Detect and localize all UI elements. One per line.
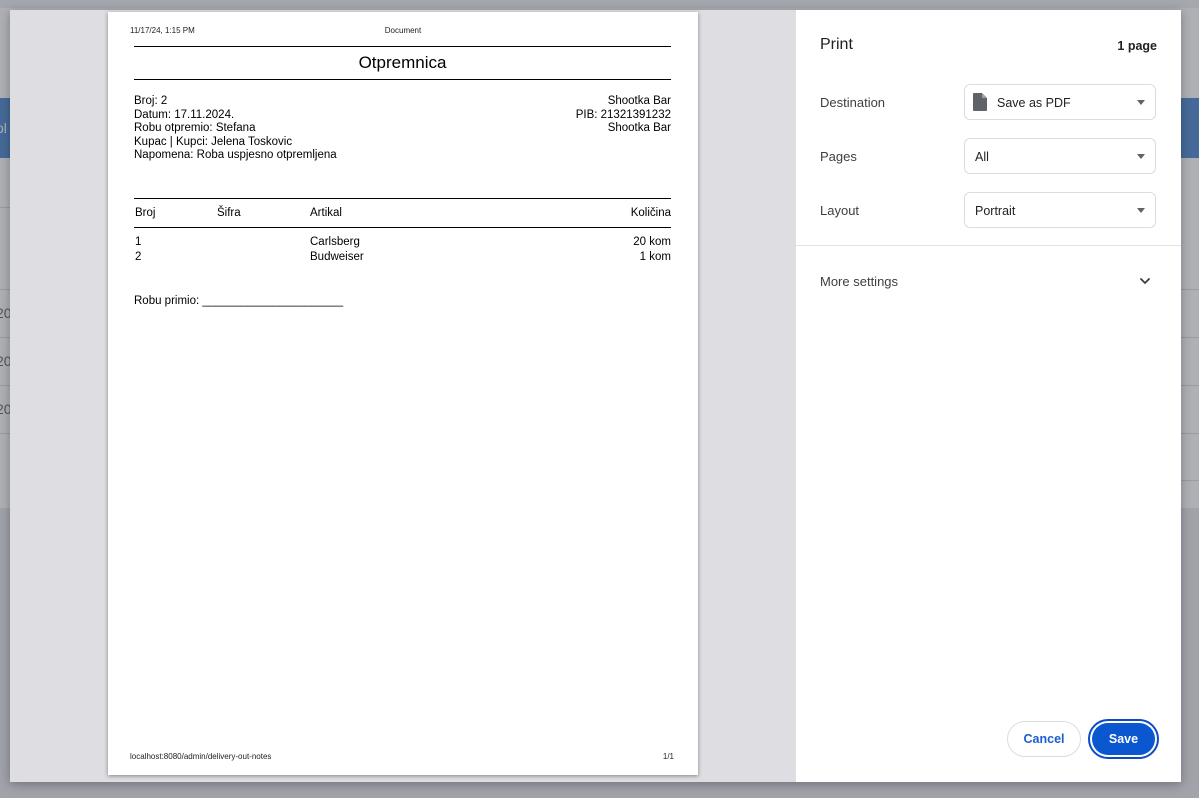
settings-divider xyxy=(796,245,1181,246)
info-shipped-by: Robu otpremio: Stefana xyxy=(134,122,256,135)
layout-value: Portrait xyxy=(975,204,1016,218)
page-header-title: Document xyxy=(384,26,422,35)
save-button-label: Save xyxy=(1092,723,1155,755)
table-cell: 1 kom xyxy=(639,251,671,263)
column-header: Artikal xyxy=(310,207,342,219)
company-name: Shootka Bar xyxy=(607,95,671,107)
chevron-down-icon xyxy=(1137,208,1145,213)
destination-value: Save as PDF xyxy=(997,96,1071,110)
cancel-button[interactable]: Cancel xyxy=(1007,721,1081,757)
layout-select[interactable] xyxy=(964,192,1156,228)
column-header: Količina xyxy=(630,207,671,219)
print-dialog xyxy=(10,10,1181,782)
chevron-down-icon xyxy=(1137,154,1145,159)
company-name-2: Shootka Bar xyxy=(607,122,671,135)
pages-label: Pages xyxy=(820,149,857,164)
file-icon xyxy=(973,93,987,111)
info-number: Broj: 2 xyxy=(134,95,168,107)
destination-label: Destination xyxy=(820,95,886,110)
info-note: Napomena: Roba uspjesno otpremljena xyxy=(134,149,337,162)
table-cell: 1 xyxy=(135,236,142,248)
page-header-datetime: 11/17/24, 1:15 PM xyxy=(130,26,195,35)
dialog-title: Print xyxy=(820,36,853,53)
chevron-down-icon xyxy=(1137,100,1145,105)
table-row xyxy=(134,236,671,251)
document-info-right xyxy=(471,95,671,136)
table-cell: 20 kom xyxy=(633,236,671,248)
table-cell: 2 xyxy=(135,251,142,263)
save-button[interactable] xyxy=(1088,719,1159,759)
column-header: Broj xyxy=(135,207,156,219)
info-customer: Kupac | Kupci: Jelena Toskovic xyxy=(134,135,293,148)
page-footer-url: localhost:8080/admin/delivery-out-notes xyxy=(130,752,272,761)
items-table xyxy=(134,198,671,266)
table-row xyxy=(134,251,671,266)
pages-value: All xyxy=(975,150,989,164)
more-settings-toggle[interactable]: More settings xyxy=(820,274,899,289)
document-info-left xyxy=(134,95,337,163)
preview-page xyxy=(108,12,698,775)
info-date: Datum: 17.11.2024. xyxy=(134,108,235,121)
received-by-line: Robu primio: ______________________ xyxy=(134,295,344,307)
print-preview-area[interactable] xyxy=(10,10,796,782)
company-pib: PIB: 21321391232 xyxy=(575,108,671,121)
chevron-down-icon[interactable] xyxy=(1138,274,1152,288)
table-cell: Budweiser xyxy=(310,251,364,263)
destination-select[interactable] xyxy=(964,84,1156,120)
column-header: Šifra xyxy=(217,207,241,219)
page-count: 1 page xyxy=(1117,39,1157,53)
layout-label: Layout xyxy=(820,203,860,218)
print-settings-panel xyxy=(796,10,1181,782)
table-cell: Carlsberg xyxy=(310,236,360,248)
page-footer-number: 1/1 xyxy=(662,752,674,761)
pages-select[interactable] xyxy=(964,138,1156,174)
table-header xyxy=(134,199,671,228)
document-title: Otpremnica xyxy=(134,46,671,80)
